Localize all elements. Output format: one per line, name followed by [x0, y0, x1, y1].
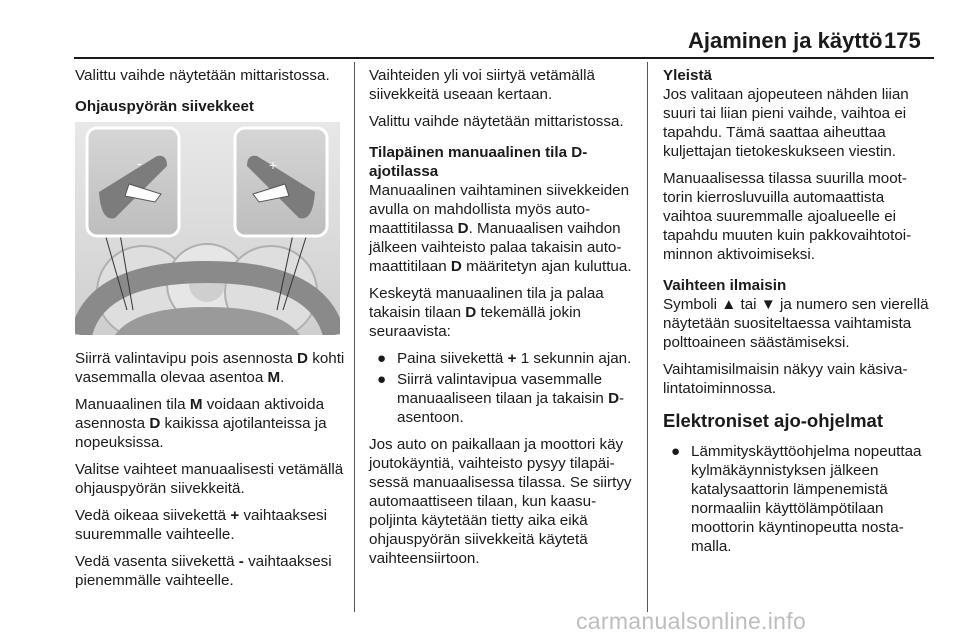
section-heading: Tilapäinen manuaalinen tila D-ajotilassa [369, 144, 588, 180]
bullet-list [369, 349, 633, 427]
bullet-icon: ● [377, 371, 387, 388]
bullet-icon: ● [671, 443, 681, 460]
section-heading: Yleistä [663, 67, 712, 84]
list-item: ● Lämmityskäyttöohjelma nopeuttaa kylmäkäynnistyksen jälkeen katalysaattorin lämpenemistä normaaliin käyttölämpötilaan moottorin käyntinopeutta nostamalla. [671, 443, 922, 555]
section-heading: Vaihteen ilmaisin [663, 277, 787, 294]
paddle-shifter-figure [75, 122, 340, 335]
steering-wheel-illustration [75, 122, 340, 335]
paragraph: Siirrä valintavipu pois asennosta D kohti vasemmalla olevaa asentoa M. [75, 350, 345, 386]
column-divider-1 [354, 62, 355, 612]
paragraph: Symboli ▲ tai ▼ ja numero sen vierellä näytetään suositeltaessa vaihtamista polttoaineen säästämiseksi. [663, 296, 929, 351]
paragraph: Vedä vasenta siivekettä - vaihtaaksesi pienemmälle vaihteelle. [75, 553, 332, 589]
paragraph: Manuaalinen vaihtaminen siivekkeiden avulla on mahdollista myös automaattitilassa D. Manuaalisen vaihdon jälkeen vaihteisto palaa takaisin automaattitilaan D määritetyn ajan kuluttua. [369, 182, 632, 275]
page-number: 175 [884, 28, 921, 53]
list-item: ● Siirrä valintavipua vasemmalle manuaaliseen tilaan ja takaisin D-asentoon. [377, 371, 625, 426]
column-divider-2 [647, 62, 648, 612]
paragraph: Manuaalinen tila M voidaan aktivoida asennosta D kaikissa ajotilanteissa ja nopeuksissa. [75, 396, 327, 451]
paragraph: Valittu vaihde näytetään mittaristossa. [369, 113, 624, 130]
plus-label: + [269, 157, 278, 173]
page-title: Ajaminen ja käyttö [688, 28, 883, 53]
header-rule [74, 57, 934, 59]
paragraph: Valittu vaihde näytetään mittaristossa. [75, 67, 330, 84]
watermark: carmanualsonline.info [576, 608, 807, 634]
bullet-icon: ● [377, 350, 387, 367]
paragraph: Jos valitaan ajopeuteen nähden liian suuri tai liian pieni vaihde, vaihtoa ei tapahdu. Tämä saattaa aiheuttaa kuljettajan tietokeskukseen viestin. [663, 86, 909, 160]
section-heading: Ohjauspyörän siivekkeet [75, 98, 254, 115]
paragraph: Vedä oikeaa siivekettä + vaihtaaksesi suuremmalle vaihteelle. [75, 507, 328, 543]
paragraph: Vaihteiden yli voi siirtyä vetämällä siivekkeitä useaan kertaan. [369, 67, 595, 103]
column-2 [369, 66, 633, 576]
paragraph: Manuaalisessa tilassa suurilla moottorin kierrosluvuilla automaattista vaihtoa suuremmalle ajoalueelle ei tapahdu muuten kuin pakkovaihtotoiminnon aktivoimiseksi. [663, 170, 912, 263]
bullet-list [663, 442, 931, 556]
paragraph: Vaihtamisilmaisin näkyy vain käsivalintatoiminnossa. [663, 361, 908, 397]
column-1 [75, 66, 345, 598]
list-item: ● Paina siivekettä + 1 sekunnin ajan. [377, 350, 632, 367]
minus-label: - [137, 155, 142, 171]
section-heading-large: Elektroniset ajo-ohjelmat [663, 410, 883, 431]
column-3 [663, 66, 931, 564]
paragraph: Valitse vaihteet manuaalisesti vetämällä ohjauspyörän siivekkeitä. [75, 461, 344, 497]
paragraph: Keskeytä manuaalinen tila ja palaa takaisin tilaan D tekemällä jokin seuraavista: [369, 285, 604, 340]
paragraph: Jos auto on paikallaan ja moottori käy joutokäyntiä, vaihteisto pysyy tilapäisessä manuaalisessa tilassa. Se siirtyy automaattiseen tilaan, kun kaasupoljinta käytetään tietty aika eikä ohjauspyörän siivekkeitä käytetä vaihteensiirtoon. [369, 436, 632, 567]
